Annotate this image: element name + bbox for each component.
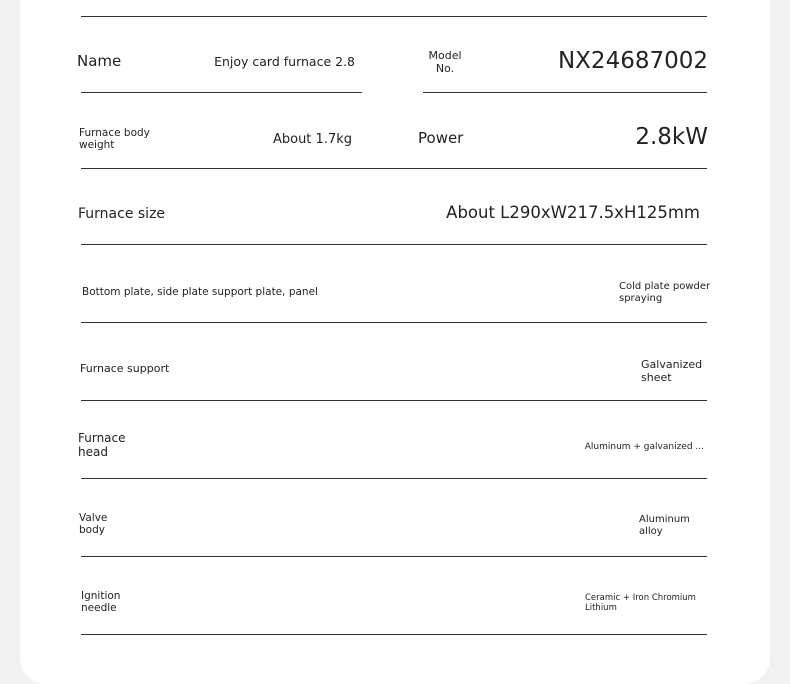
head-label: Furnace head <box>78 431 126 459</box>
divider-name <box>81 92 362 93</box>
head-value: Aluminum + galvanized ... <box>584 442 704 452</box>
valve-value: Aluminum alloy <box>639 514 690 537</box>
plates-value: Cold plate powder spraying <box>619 281 711 304</box>
plates-label: Bottom plate, side plate support plate, panel <box>82 286 318 298</box>
divider-plates <box>81 322 707 323</box>
divider-weight-power <box>81 168 707 169</box>
power-label: Power <box>418 129 464 147</box>
power-value: 2.8kW <box>635 124 708 150</box>
weight-value: About 1.7kg <box>272 132 352 147</box>
divider-head <box>81 478 707 479</box>
support-value: Galvanized sheet <box>641 358 703 384</box>
weight-label: Furnace body weight <box>79 127 150 151</box>
valve-label: Valve body <box>79 512 108 536</box>
name-label: Name <box>77 52 122 70</box>
size-value: About L290xW217.5xH125mm <box>446 203 700 222</box>
divider-top <box>81 16 707 17</box>
ignition-value: Ceramic + Iron Chromium Lithium <box>585 593 696 613</box>
divider-model <box>423 92 707 93</box>
divider-ignition <box>81 634 707 635</box>
model-label: Model No. <box>428 49 462 75</box>
divider-valve <box>81 556 707 557</box>
spec-card <box>20 0 770 684</box>
size-label: Furnace size <box>78 206 166 222</box>
name-value: Enjoy card furnace 2.8 <box>214 54 355 69</box>
divider-support <box>81 400 707 401</box>
ignition-label: Ignition needle <box>81 590 121 614</box>
divider-size <box>81 244 707 245</box>
model-value: NX24687002 <box>557 48 708 74</box>
support-label: Furnace support <box>80 362 170 375</box>
